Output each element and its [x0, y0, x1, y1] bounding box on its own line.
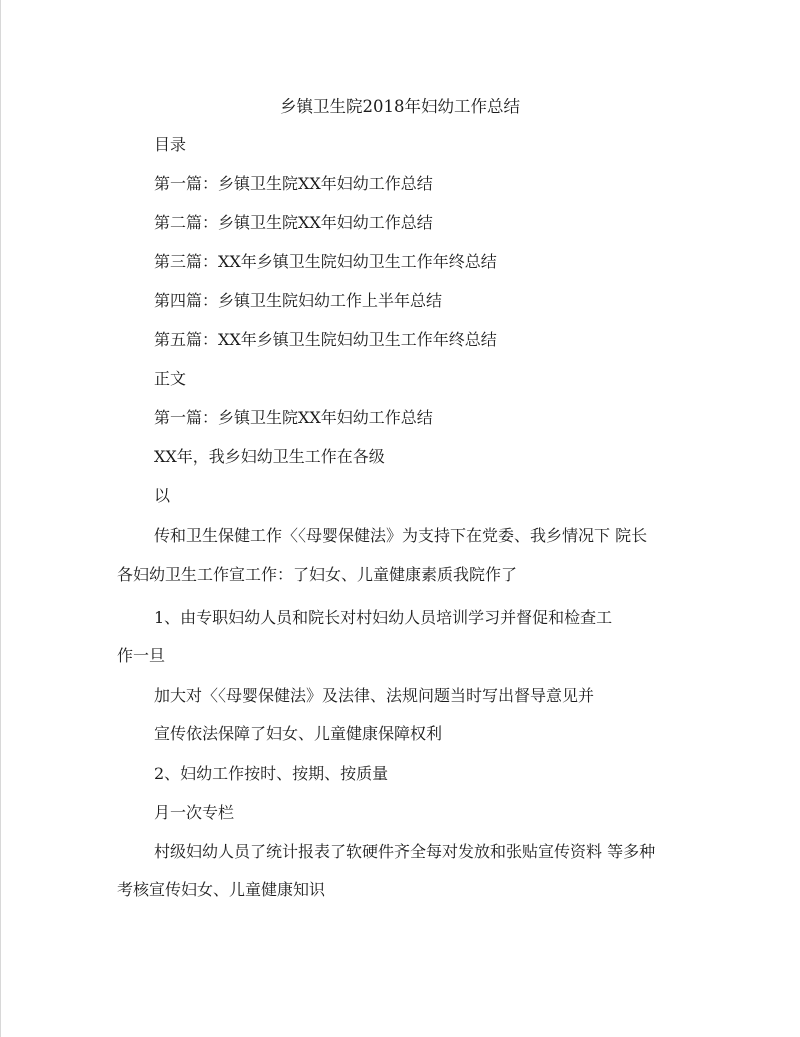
toc-item-4: 第四篇：乡镇卫生院妇幼工作上半年总结 [154, 291, 443, 310]
section-title: 第一篇：乡镇卫生院XX年妇幼工作总结 [154, 408, 433, 427]
paragraph-10: 月一次专栏 [154, 803, 235, 822]
paragraph-4: 各妇幼卫生工作宣工作：了妇女、儿童健康素质我院作了 [117, 565, 518, 584]
toc-item-2: 第二篇：乡镇卫生院XX年妇幼工作总结 [154, 213, 433, 232]
toc-item-3: 第三篇：XX年乡镇卫生院妇幼卫生工作年终总结 [154, 252, 497, 271]
document-title: 乡镇卫生院2018年妇幼工作总结 [280, 97, 520, 116]
paragraph-1: XX年，我乡妇幼卫生工作在各级 [154, 447, 385, 466]
paragraph-6: 作一旦 [117, 646, 166, 665]
toc-item-1: 第一篇：乡镇卫生院XX年妇幼工作总结 [154, 174, 433, 193]
paragraph-7: 加大对〈〈母婴保健法》及法律、法规问题当时写出督导意见并 [154, 686, 595, 705]
paragraph-5: 1、由专职妇幼人员和院长对村妇幼人员培训学习并督促和检查工 [154, 608, 613, 627]
paragraph-9: 2、妇幼工作按时、按期、按质量 [154, 764, 389, 783]
paragraph-2: 以 [154, 486, 171, 505]
paragraph-12: 考核宣传妇女、儿童健康知识 [117, 880, 326, 899]
body-heading: 正文 [154, 369, 187, 388]
paragraph-3: 传和卫生保健工作〈〈母婴保健法》为支持下在党委、我乡情况下 院长 [154, 526, 648, 545]
toc-heading: 目录 [154, 135, 187, 154]
paragraph-8: 宣传依法保障了妇女、儿童健康保障权利 [154, 724, 443, 743]
toc-item-5: 第五篇：XX年乡镇卫生院妇幼卫生工作年终总结 [154, 330, 497, 349]
paragraph-11: 村级妇幼人员了统计报表了软硬件齐全每对发放和张贴宣传资料 等多种 [154, 842, 656, 861]
